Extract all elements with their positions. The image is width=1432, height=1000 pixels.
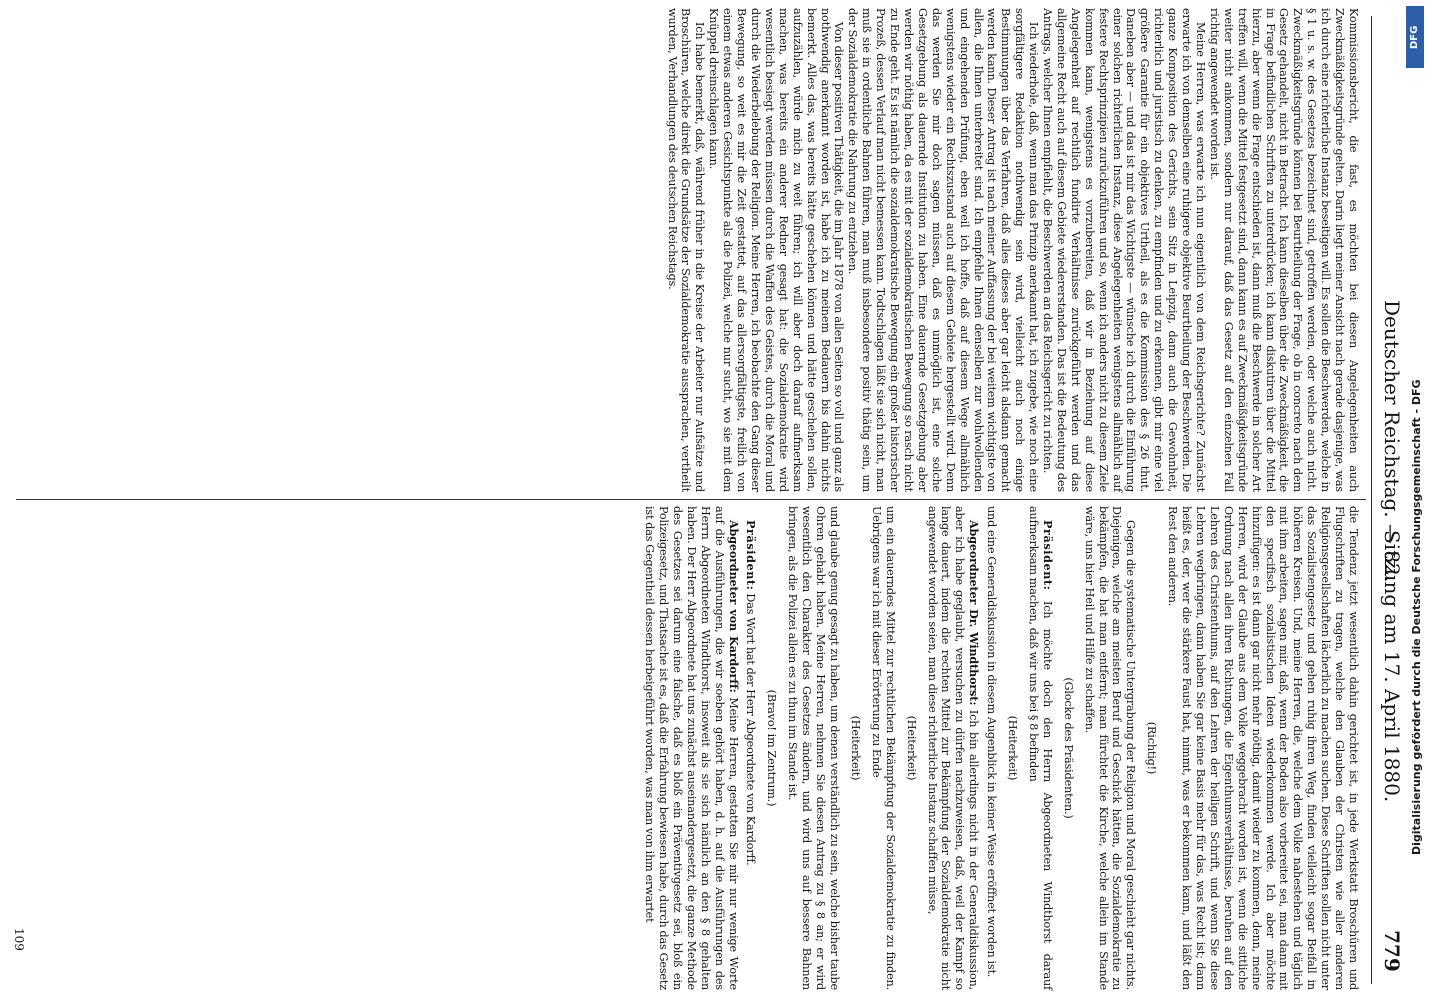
speaker-paragraph <box>925 506 981 990</box>
left-column <box>665 8 1360 492</box>
speaker-paragraph <box>744 506 758 990</box>
speech-text: Das Wort hat der Herr Abgeordnete von Kardorff. <box>744 593 758 866</box>
speech-text: Ich möchte doch den Herrn Abgeordneten Windthorst darauf aufmerksam machen, daß wir uns bei § 8 befinden <box>1026 506 1054 991</box>
speaker-label: Abgeordneter Dr. Windthorst: <box>967 520 982 706</box>
paragraph: Ich habe bemerkt, daß, während früher in die Kreise der Arbeiter nur Aufsätze und Broschüren, welche direkt die Grundsätze der Sozialdemokratie aussprachen, vertheilt wurden, Verhandlungen des deutschen Reichstags. <box>665 8 707 492</box>
right-column <box>642 506 1360 990</box>
reaction: (Heiterkeit) <box>848 715 862 781</box>
page-number: 779 <box>1380 930 1404 972</box>
speaker-label: Präsident: <box>1040 520 1055 591</box>
reaction: (Heiterkeit) <box>904 715 918 781</box>
paragraph: und glaube genug gesagt zu haben, um denen verständlich zu sein, welche bisher taube Ohren gehabt haben. Meine Herren, nehmen Sie diesen Antrag zu § 8 an; er wird wesentlich den Charakter des Gesetzes ändern, und wird uns auf bessere Bahnen bringen, als die Polizei allein es zu thun im Stande ist. <box>786 506 841 990</box>
speaker-label: Abgeordneter von Kardorff: <box>726 520 741 693</box>
paragraph: Ich wiederhole, daß, wenn man das Prinzip anerkannt hat, ich zugebe, wie noch eine sorgfältigere Redaktion nothwendig sein wird, vielleicht auch noch einige Bestimmungen über das Verfahren, daß alles dieses aber gar leicht alsdann gemacht werden kann. Dieser Antrag ist nach meiner Auffassung der bei weitem wichtigste von allen, die Ihnen unterbreitet sind. Ich empfehle Ihnen denselben zur wohlwollenden und eingehenden Prüfung, eben weil ich hoffe, daß auf diesem Wege allmählich wenigstens wieder ein Rechtszustand auch auf diesem Gebiete hergestellt wird. Denn das werden Sie mir doch sagen müssen, daß es unmöglich ist, eine solche Gesetzgebung als dauernde Institution zu haben. Eine dauernde Gesetzgebung aber werden wir nöthig haben, da es mit der sozialdemokratischen Bewegung so rasch nicht zu Ende geht. Es ist nämlich die sozialdemokratische Bewegung ein großer historischer Prozeß, dessen Verlauf man nicht bemessen kann. Todtschlagen läßt sie sich nicht, man muß sie in ordentliche Bahnen führen, man muß insbesondere positiv thätig sein, um der Sozialdemokratie die Nahrung zu entziehen. <box>846 8 1041 492</box>
paragraph: Gegen die systematische Untergrabung der Religion und Moral geschieht gar nichts. Diejenigen, welche am meisten Beruf und Geschick hätten, die Sozialdemokratie zu bekämpfen, die hat man entfernt; man fürchtet die Kirche, welche allein im Stande wäre, uns hier Heil und Hilfe zu schaffen. <box>1082 506 1138 990</box>
paragraph: Kommissionsbericht, die fast, es möchten bei diesen Angelegenheiten auch Zweckmäßigkeitsgründe gelten. Darin liegt meiner Ansicht nach gerade dasjenige, was ich durch eine richterliche Instanz beseitigen will. Es sollen die Beschwerden, welche in § 1 u. s. w. des Gesetzes bezeichnet sind, getroffen werden, oder welche auch nicht. Zweckmäßigkeitsgründe können bei Beurtheilung der Frage, ob in concreto nach dem Gesetz gehandelt, nicht in Betracht. Ich kann dieselben über die Zweckmäßigkeit, die in Frage befindlichen Schriften zu unterdrücken; ich kann diskutiren über die Mittel hierzu, aber wenn die Frage entschieden ist, dann muß die Beschwerde in solcher Art treffen will, wenn die Mittel festgesetzt sind, dann kann es auf Zweckmäßigkeitsgründe weiter nicht ankommen, sondern nur darauf, daß das Gesetz auf den einzelnen Fall richtig angewendet worden ist. <box>1207 8 1360 492</box>
credit-text: Digitalisierung gefördert durch die Deutsche Forschungsgemeinschaft - DFG <box>1410 379 1423 855</box>
speech-text: Meine Herren, gestatten Sie mir nur wenige Worte auf die Ausführungen, die wir soeben gehört haben, d. h. auf die Ausführungen des Herrn Abgeordneten Windthorst, insoweit als sie sich nämlich an den § 8 gehalten haben. Der Herr Abgeordnete hat uns zunächst auseinandergesetzt, die ganze Methode des Gesetzes sei darum eine falsche, daß es bloß ein Präventivgesetz sei, bloß ein Polizeigesetz, und Thatsache ist es, daß die Erfahrung bewiesen habe, durch das Gesetz ist das Gegentheil dessen herbeigeführt worden, was man von ihm erwartet <box>643 506 740 990</box>
header-session: Sitzung am 17. April 1880. <box>1380 530 1404 803</box>
signature-number: 109 <box>12 928 26 951</box>
paragraph: um ein dauerndes Mittel zur rechtlichen Bekämpfung der Sozialdemokratie zu finden. Uebrigens war ich mit dieser Erörterung zu Ende <box>869 506 897 990</box>
header-rule <box>1371 16 1372 984</box>
paragraph: Meine Herren, was erwarte ich nun eigentlich von dem Reichsgerichte? Zunächst erwarte ich von demselben eine ruhigere objektive Beurtheilung der Beschwerden. Die ganze Komposition des Gerichts, sein Sitz in Leipzig, dann auch die Gewohnheit, richterlich und juristisch zu denken, zu empfinden und zu erkennen, gibt mir eine viel größere Garantie für ein objektives Urtheil, als es die Kommission des § 26 thut. Daneben aber — und das ist mir das Wichtigste — wünsche ich durch die Einführung einer solchen richterlichen Instanz, diese Angelegenheiten wenigstens allmählich auf festere Rechtsprinzipien zurückzuführen und so, wenn ich anders nicht zu diesem Ziele kommen kann, wenigstens es vorzubereiten, daß wir in Beziehung auf diese Angelegenheit auf rechtlich fundirte Verhältnisse zurückgeführt werden und das allgemeine Recht auch auf diesem Gebiete wiedererstanden. Das ist die Bedeutung des Antrags, welcher Ihnen empfiehlt, die Beschwerden an das Reichsgericht zu richten. <box>1041 8 1208 492</box>
reaction: (Heiterkeit) <box>1006 715 1020 781</box>
dfg-logo-icon: DFG <box>1406 6 1424 68</box>
speaker-label: Präsident: <box>744 520 759 591</box>
paragraph: Von dieser positiven Thätigkeit, die im Jahr 1878 von allen Seiten so voll und ganz als nothwendig anerkannt worden ist, habe ich zu meinem Bedauern bis dahin nichts bemerkt. Alles das, was bereits hätte geschehen können und hätte geschehen sollen, aufzuzählen, würde mich zu weit führen; ich will aber doch darauf aufmerksam machen, was bereits ein anderer Redner gesagt hat: die Sozialdemokratie wird wesentlich besiegt werden müssen durch die Waffen des Geistes, durch die Moral und durch die Wiederbelebung der Religion. Meine Herren, ich beobachte den Gang dieser Bewegung, so weit es mir die Zeit gestattet, auf das allersorgfältigste, freilich von einem etwas anderen Gesichtspunkte als die Polizei, welche nur sucht, wo sie mit dem Knüppel dreinschlagen kann. <box>707 8 846 492</box>
digitization-credit <box>1404 0 1432 1000</box>
header-publication: Deutscher Reichstag. — 82. <box>1380 300 1404 583</box>
reaction: (Glocke des Präsidenten.) <box>1061 677 1075 819</box>
paragraph: die Tendenz jetzt wesentlich dahin gerichtet ist, in jede Werkstatt Broschüren und Flugschriften zu tragen, welche den Glauben der Christen wie aller anderen Religionsgesellschaften lächerlich zu machen suchen. Diese Schriften sollen nicht unter das Sozialistengesetz und gehen ruhig ihren Weg, finden vielleicht sogar Beifall in höheren Kreisen. Und, meine Herren, die, welche dem Volke nahestehen und täglich mit ihm arbeiten, sagen mir, daß, wenn der Boden also vorbereitet sei, man dann mit den specifisch sozialistischen Ideen wiederkommen werde. Ich aber möchte hinzufügen: es ist dann gar nicht mehr nöthig, damit wieder zu kommen, denn, meine Herren, wird der Glaube aus dem Volke weggebracht worden ist, wenn die sittliche Ordnung nach allen ihren Richtungen, die Eigenthumsverhältnisse, beruhen auf den Lehren des Christenthums, auf den Lehren der heiligen Schrift, und wenn Sie diese Lehren wegbringen, dann haben Sie gar keine Basis mehr für das, was Recht ist; dann heißt es, der, wer die stärkere Faust hat, nimmt, was er bekommen kann, und läßt den Rest den anderen. <box>1166 506 1360 990</box>
column-divider <box>16 499 1366 500</box>
reaction: (Bravo! im Zentrum.) <box>765 689 779 807</box>
paragraph: und eine Generaldiskussion in diesem Augenblick in keiner Weise eröffnet worden ist. <box>985 506 999 978</box>
speaker-paragraph <box>1026 506 1054 990</box>
speech-text: Ich bin allerdings nicht in der Generaldiskussion, aber ich habe geglaubt, versuchen zu dürfen nachzuweisen, daß, weil der Kampf so lange dauert, indem die rechten Mittel zur Bekämpfung der Sozialdemokratie nicht angewendet worden seien, man diese richterliche Instanz schaffen müsse, <box>925 506 981 991</box>
speaker-paragraph <box>642 506 739 990</box>
reaction: (Richtig!) <box>1145 721 1159 775</box>
